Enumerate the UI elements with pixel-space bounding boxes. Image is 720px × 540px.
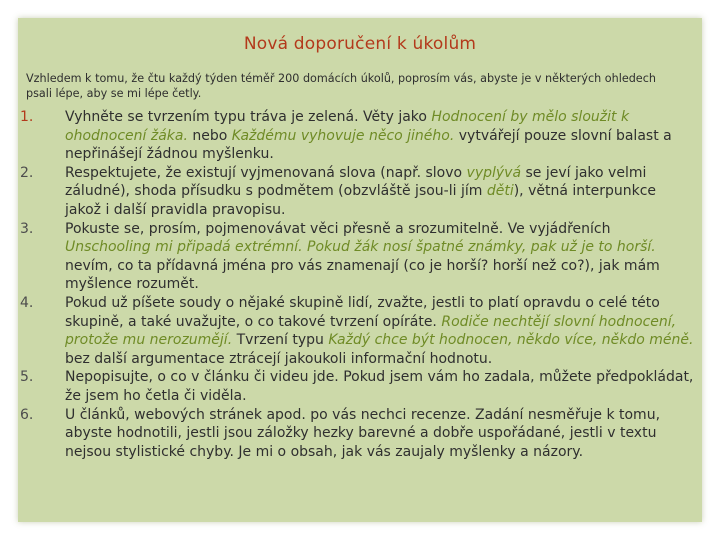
item-text: Vyhněte se tvrzením typu tráva je zelená. Věty jako xyxy=(65,109,432,125)
item-text: nebo xyxy=(187,127,232,144)
list-item xyxy=(20,406,696,462)
item-text: Tvrzení typu xyxy=(232,332,329,349)
example-quote: Rodiče nechtějí slovní hodnocení, protože mu nerozumějí. xyxy=(65,313,677,349)
item-number: 1. xyxy=(20,109,34,125)
recommendation-list xyxy=(20,108,696,461)
item-text: ), větná interpunkce jakož i další pravidla pravopisu. xyxy=(65,183,657,218)
example-quote: Každému vyhovuje něco jiného. xyxy=(231,127,455,144)
item-text: Pokud už píšete soudy o nějaké skupině lidí, zvažte, jestli to platí opravdu o celé této skupině, a také uvažujte, o co takové tvrzení opíráte. xyxy=(65,294,660,330)
slide xyxy=(18,18,702,522)
list-item xyxy=(20,368,696,405)
item-number: 5. xyxy=(20,369,34,386)
item-number: 2. xyxy=(20,164,34,181)
item-text: vytvářejí pouze slovní balast a nepřinášejí žádnou myšlenku. xyxy=(65,127,672,163)
list-item xyxy=(20,164,696,220)
item-text: nevím, co ta přídavná jména pro vás znamenají (co je horší? horší než co?), jak mám myšlence rozumět. xyxy=(65,257,660,293)
list-item xyxy=(20,220,696,294)
item-text: se jeví jako velmi záludné), shoda přísudku s podmětem (obzvláště jsou-li jím xyxy=(65,164,647,200)
example-quote: Unschooling mi připadá extrémní. Pokud žák nosí špatné známky, pak už je to horší. xyxy=(65,239,656,256)
item-number: 3. xyxy=(20,220,34,237)
item-text: Respektujete, že existují vyjmenovaná slova (např. slovo xyxy=(65,164,467,181)
example-quote: děti xyxy=(486,183,514,200)
list-item xyxy=(20,294,696,368)
list-item xyxy=(20,108,696,164)
item-text: U článků, webových stránek apod. po vás nechci recenze. Zadání nesměřuje k tomu, abyste hodnotili, jestli jsou záložky hezky barevné a dobře uspořádané, jestli v textu nejsou stylistické chyby. Je mi o obsah, jak vás zaujaly myšlenky a názory. xyxy=(65,406,661,460)
example-quote: vyplývá xyxy=(466,164,522,181)
example-quote: Každý chce být hodnocen, někdo více, někdo méně. xyxy=(328,332,694,349)
slide-title: Nová doporučení k úkolům xyxy=(243,34,477,54)
item-number: 4. xyxy=(20,294,34,311)
item-text: Pokuste se, prosím, pojmenovávat věci přesně a srozumitelně. Ve vyjádřeních xyxy=(65,220,611,237)
item-number: 6. xyxy=(20,406,34,423)
item-text: bez další argumentace ztrácejí jakoukoli informační hodnotu. xyxy=(65,350,493,367)
item-text: Nepopisujte, o co v článku či videu jde. Pokud jsem vám ho zadala, můžete předpokládat, že jsem ho četla či viděla. xyxy=(65,369,694,404)
intro-text: Vzhledem k tomu, že čtu každý týden téměř 200 domácích úkolů, poprosím vás, abyste je v některých ohledech psali lépe, aby se mi lépe četly. xyxy=(26,72,656,100)
example-quote: Hodnocení by mělo sloužit k ohodnocení žáka. xyxy=(65,109,630,144)
